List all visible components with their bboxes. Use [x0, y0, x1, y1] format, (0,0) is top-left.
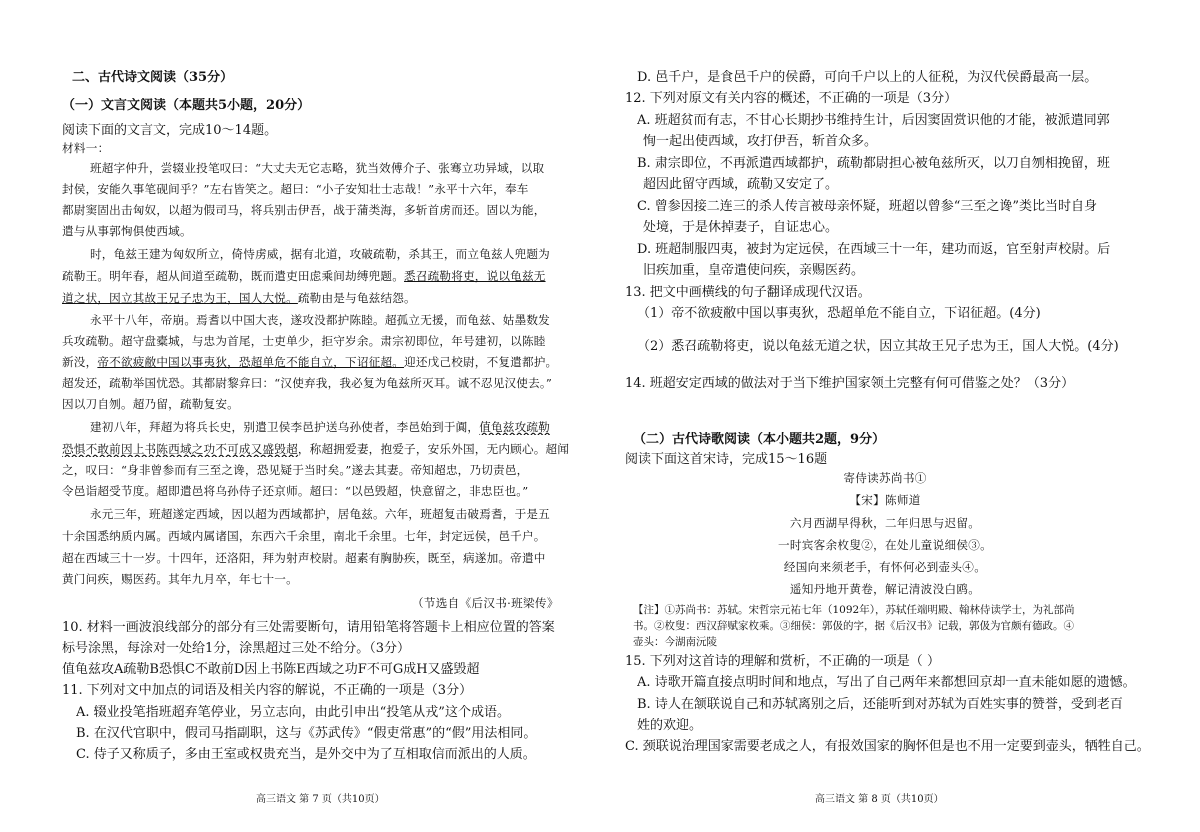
question-14: 14. 班超安定西域的做法对于当下维护国家领土完整有何可借鉴之处？（3分）: [625, 376, 1075, 391]
passage-line: 之，叹曰：“身非曾参而有三至之谗，恐见疑于当时矣。”遂去其妻。帝知超忠，乃切责邑，: [62, 464, 529, 477]
passage-text: 新没，: [62, 356, 98, 369]
poem-notes-line: 壶头：今湖南沅陵: [633, 636, 717, 648]
sub1-title: （一）文言文阅读（本题共5小题，20分）: [62, 98, 311, 113]
passage-line: 超发还，疏勒举国忧恐。其都尉黎弇曰：“汉使弃我，我必复为龟兹所灭耳。诚不忍见汉使去。”: [62, 377, 553, 390]
passage-line: [62, 443, 569, 457]
passage-line: 黄门问疾，赐医药。其年九月卒，年七十一。: [62, 573, 298, 586]
poem-notes-line: 【注】①苏尚书：苏轼。宋哲宗元祐七年（1092年），苏轼任端明殿、翰林侍读学士，为礼部尚: [633, 604, 1075, 616]
passage-line: 令邑诣超受节度。超即遣邑将乌孙侍子还京师。超曰：“以邑毁超，快意留之，非忠臣也。”: [62, 485, 529, 498]
right-column: [625, 0, 1150, 832]
question-10-options: 值龟兹攻A疏勒B恐惧C不敢前D因上书陈E西域之功F不可G成H又盛毁超: [62, 662, 480, 677]
passage-line: 永元三年，班超遂定西域，因以超为西域都护，居龟兹。六年，班超复击破焉耆，于是五: [90, 508, 550, 521]
question-11: 11. 下列对文中加点的词语及相关内容的解说，不正确的一项是（3分）: [62, 683, 473, 698]
page-footer: 高三语文 第 7 页（共10页）: [256, 794, 385, 805]
question-12-option: D. 班超制服四夷，被封为定远侯，在西域三十一年，建功而返，官至射声校尉。后: [637, 242, 1111, 257]
question-15-option: C. 颈联说治理国家需要老成之人，有报效国家的胸怀但是也不用一定要到壶头，牺牲自己。: [625, 739, 1150, 754]
question-12: 12. 下列对原文有关内容的概述，不正确的一项是（3分）: [625, 91, 958, 106]
passage-line: 因以刀自刎。超乃留，疏勒复安。: [62, 398, 239, 411]
question-15-option: 姓的欢迎。: [637, 718, 703, 733]
passage-text: 迎还戊己校尉，不复遣都护。: [404, 356, 558, 369]
question-12-option: A. 班超贫而有志，不甘心长期抄书维持生计，后因窦固赏识他的才能，被派遣同郭: [637, 113, 1110, 128]
poem-title: 寄侍读苏尚书①: [843, 472, 927, 485]
poem-notes-line: 书。②枚叟：西汉辞赋家枚乘。③细侯：郭伋的字，据《后汉书》记载，郭伋为官颇有德政。④: [633, 620, 1074, 632]
question-12-option: 处境，于是休掉妻子，自证忠心。: [643, 220, 839, 235]
question-12-option: 恂一起出使西域，攻打伊吾，斩首众多。: [643, 134, 878, 149]
sub2-title: （二）古代诗歌阅读（本小题共2题，9分）: [633, 432, 886, 447]
question-12-option: 超因此留守西域，疏勒又安定了。: [643, 177, 839, 192]
passage-text: ，称超拥爱妻，抱爱子，安乐外国，无内顾心。超闻: [297, 443, 570, 456]
intro-text: 阅读下面的文言文，完成10～14题。: [62, 123, 278, 138]
passage-line: 超在西域三十一岁。十四年，还洛阳，拜为射声校尉。超素有胸胁疾，既至，病遂加。帝遣中: [62, 552, 546, 565]
poem-intro: 阅读下面这首宋诗，完成15～16题: [625, 452, 828, 467]
passage-line: 封侯，安能久事笔砚间乎？”左右皆笑之。超曰：“小子安知壮士志哉！”永平十六年，奉车: [62, 183, 529, 196]
passage-line: [62, 270, 546, 284]
question-11-option: D. 邑千户，是食邑千户的侯爵，可向千户以上的人征税，为汉代侯爵最高一层。: [637, 70, 1098, 85]
question-10-line: 10. 材料一画波浪线部分的部分有三处需要断句，请用铅笔将答题卡上相应位置的答案: [62, 620, 555, 635]
passage-line: 班超字仲升，尝辍业投笔叹曰：“大丈夫无它志略，犹当效傅介子、张骞立功异域，以取: [90, 162, 545, 175]
left-column: [62, 0, 602, 832]
passage-line: [62, 356, 557, 370]
question-13: 13. 把文中画横线的句子翻译成现代汉语。: [625, 285, 871, 300]
question-15-option: B. 诗人在颔联说自己和苏轼离别之后，还能听到对苏轼为百姓实事的赞誉，受到老百: [637, 697, 1123, 712]
poem-line: 六月西湖早得秋，二年归思与迟留。: [789, 517, 981, 530]
question-10-line: 标号涂黑，每涂对一处给1分，涂黑超过三处不给分。（3分）: [62, 641, 411, 656]
poem-author: 【宋】陈师道: [849, 494, 921, 507]
question-12-option: C. 曾参因接二连三的杀人传言被母亲怀疑，班超以曾参“三至之谗”类比当时自身: [637, 199, 1098, 214]
underlined-sentence: 道之状，因立其故王兄子忠为王，国人大悦。: [62, 292, 298, 305]
underlined-sentence: 帝不欲疲敝中国以事夷狄，恐超单危不能自立，下诏征超。: [97, 356, 405, 369]
question-11-option: C. 侍子又称质子，多由王室或权贵充当，是外交中为了互相取信而派出的人质。: [76, 747, 536, 762]
question-13-item: （2）悉召疏勒将吏，说以龟兹无道之状，因立其故王兄子忠为王，国人大悦。(4分): [637, 339, 1119, 354]
passage-line: 遣与从事郭恂俱使西域。: [62, 225, 192, 238]
poem-line: 经国向来须老手，有怀何必到壶头④。: [783, 561, 987, 574]
question-11-option: A. 辍业投笔指班超弃笔停业，另立志向，由此引申出“投笔从戎”这个成语。: [76, 705, 510, 720]
passage-line: 都尉窦固出击匈奴，以超为假司马，将兵别击伊吾，战于蒲类海，多斩首虏而还。固以为能，: [62, 204, 546, 217]
material-label: 材料一：: [62, 142, 110, 155]
page-footer: 高三语文 第 8 页（共10页）: [815, 794, 944, 805]
section-title: 二、古代诗文阅读（35分）: [72, 70, 234, 85]
question-12-option: 旧疾加重，皇帝遣使问疾，亲赐医药。: [643, 263, 865, 278]
passage-text: 疏勒由是与龟兹结怨。: [297, 292, 416, 305]
passage-text: 建初八年，拜超为将兵长史，别遣卫侯李邑护送乌孙使者，李邑始到于阗，: [90, 421, 480, 434]
question-11-option: B. 在汉代官职中，假司马指副职，这与《苏武传》“假吏常惠”的“假”用法相同。: [76, 726, 537, 741]
question-15: 15. 下列对这首诗的理解和赏析，不正确的一项是（ ）: [625, 654, 940, 669]
source-citation: （节选自《后汉书·班梁传》: [412, 597, 559, 610]
question-15-option: A. 诗歌开篇直接点明时间和地点，写出了自己两年来都想回京却一直未能如愿的遗憾。: [637, 675, 1136, 690]
passage-line: 永平十八年，帝崩。焉耆以中国大丧，遂攻没都护陈睦。超孤立无援，而龟兹、姑墨数发: [90, 314, 550, 327]
passage-line: 兵攻疏勒。超守盘橐城，与忠为首尾，士吏单少，拒守岁余。肃宗初即位，年号建初，以陈睦: [62, 335, 546, 348]
poem-line: 一时宾客余枚叟②，在处儿童说细侯③。: [777, 539, 993, 552]
question-12-option: B. 肃宗即位，不再派遣西域都护，疏勒都尉担心被龟兹所灭，以刀自刎相挽留，班: [637, 156, 1110, 171]
passage-line: [62, 292, 416, 306]
wavy-underlined-text: 值龟兹攻疏勒: [479, 421, 550, 434]
poem-line: 遥知丹地开黄卷，解记清波没白鸥。: [789, 583, 981, 596]
passage-line: 十余国悉纳质内属。西域内属诸国，东西六千余里，南北千余里。七年，封定远侯，邑千户。: [62, 530, 546, 543]
underlined-sentence: 悉召疏勒将吏，说以龟兹无: [404, 270, 546, 283]
passage-line: [90, 421, 550, 435]
passage-line: 时，龟兹王建为匈奴所立，倚恃虏威，据有北道，攻破疏勒，杀其王，而立龟兹人兜题为: [90, 248, 550, 261]
passage-text: 疏勒王。明年春，超从间道至疏勒，既而遣吏田虑乘间劫缚兜题。: [62, 270, 405, 283]
wavy-underlined-text: 恐惧不敢前因上书陈西域之功不可成又盛毁超: [62, 443, 298, 456]
question-13-item: （1）帝不欲疲敝中国以事夷狄，恐超单危不能自立，下诏征超。(4分): [637, 306, 1041, 321]
